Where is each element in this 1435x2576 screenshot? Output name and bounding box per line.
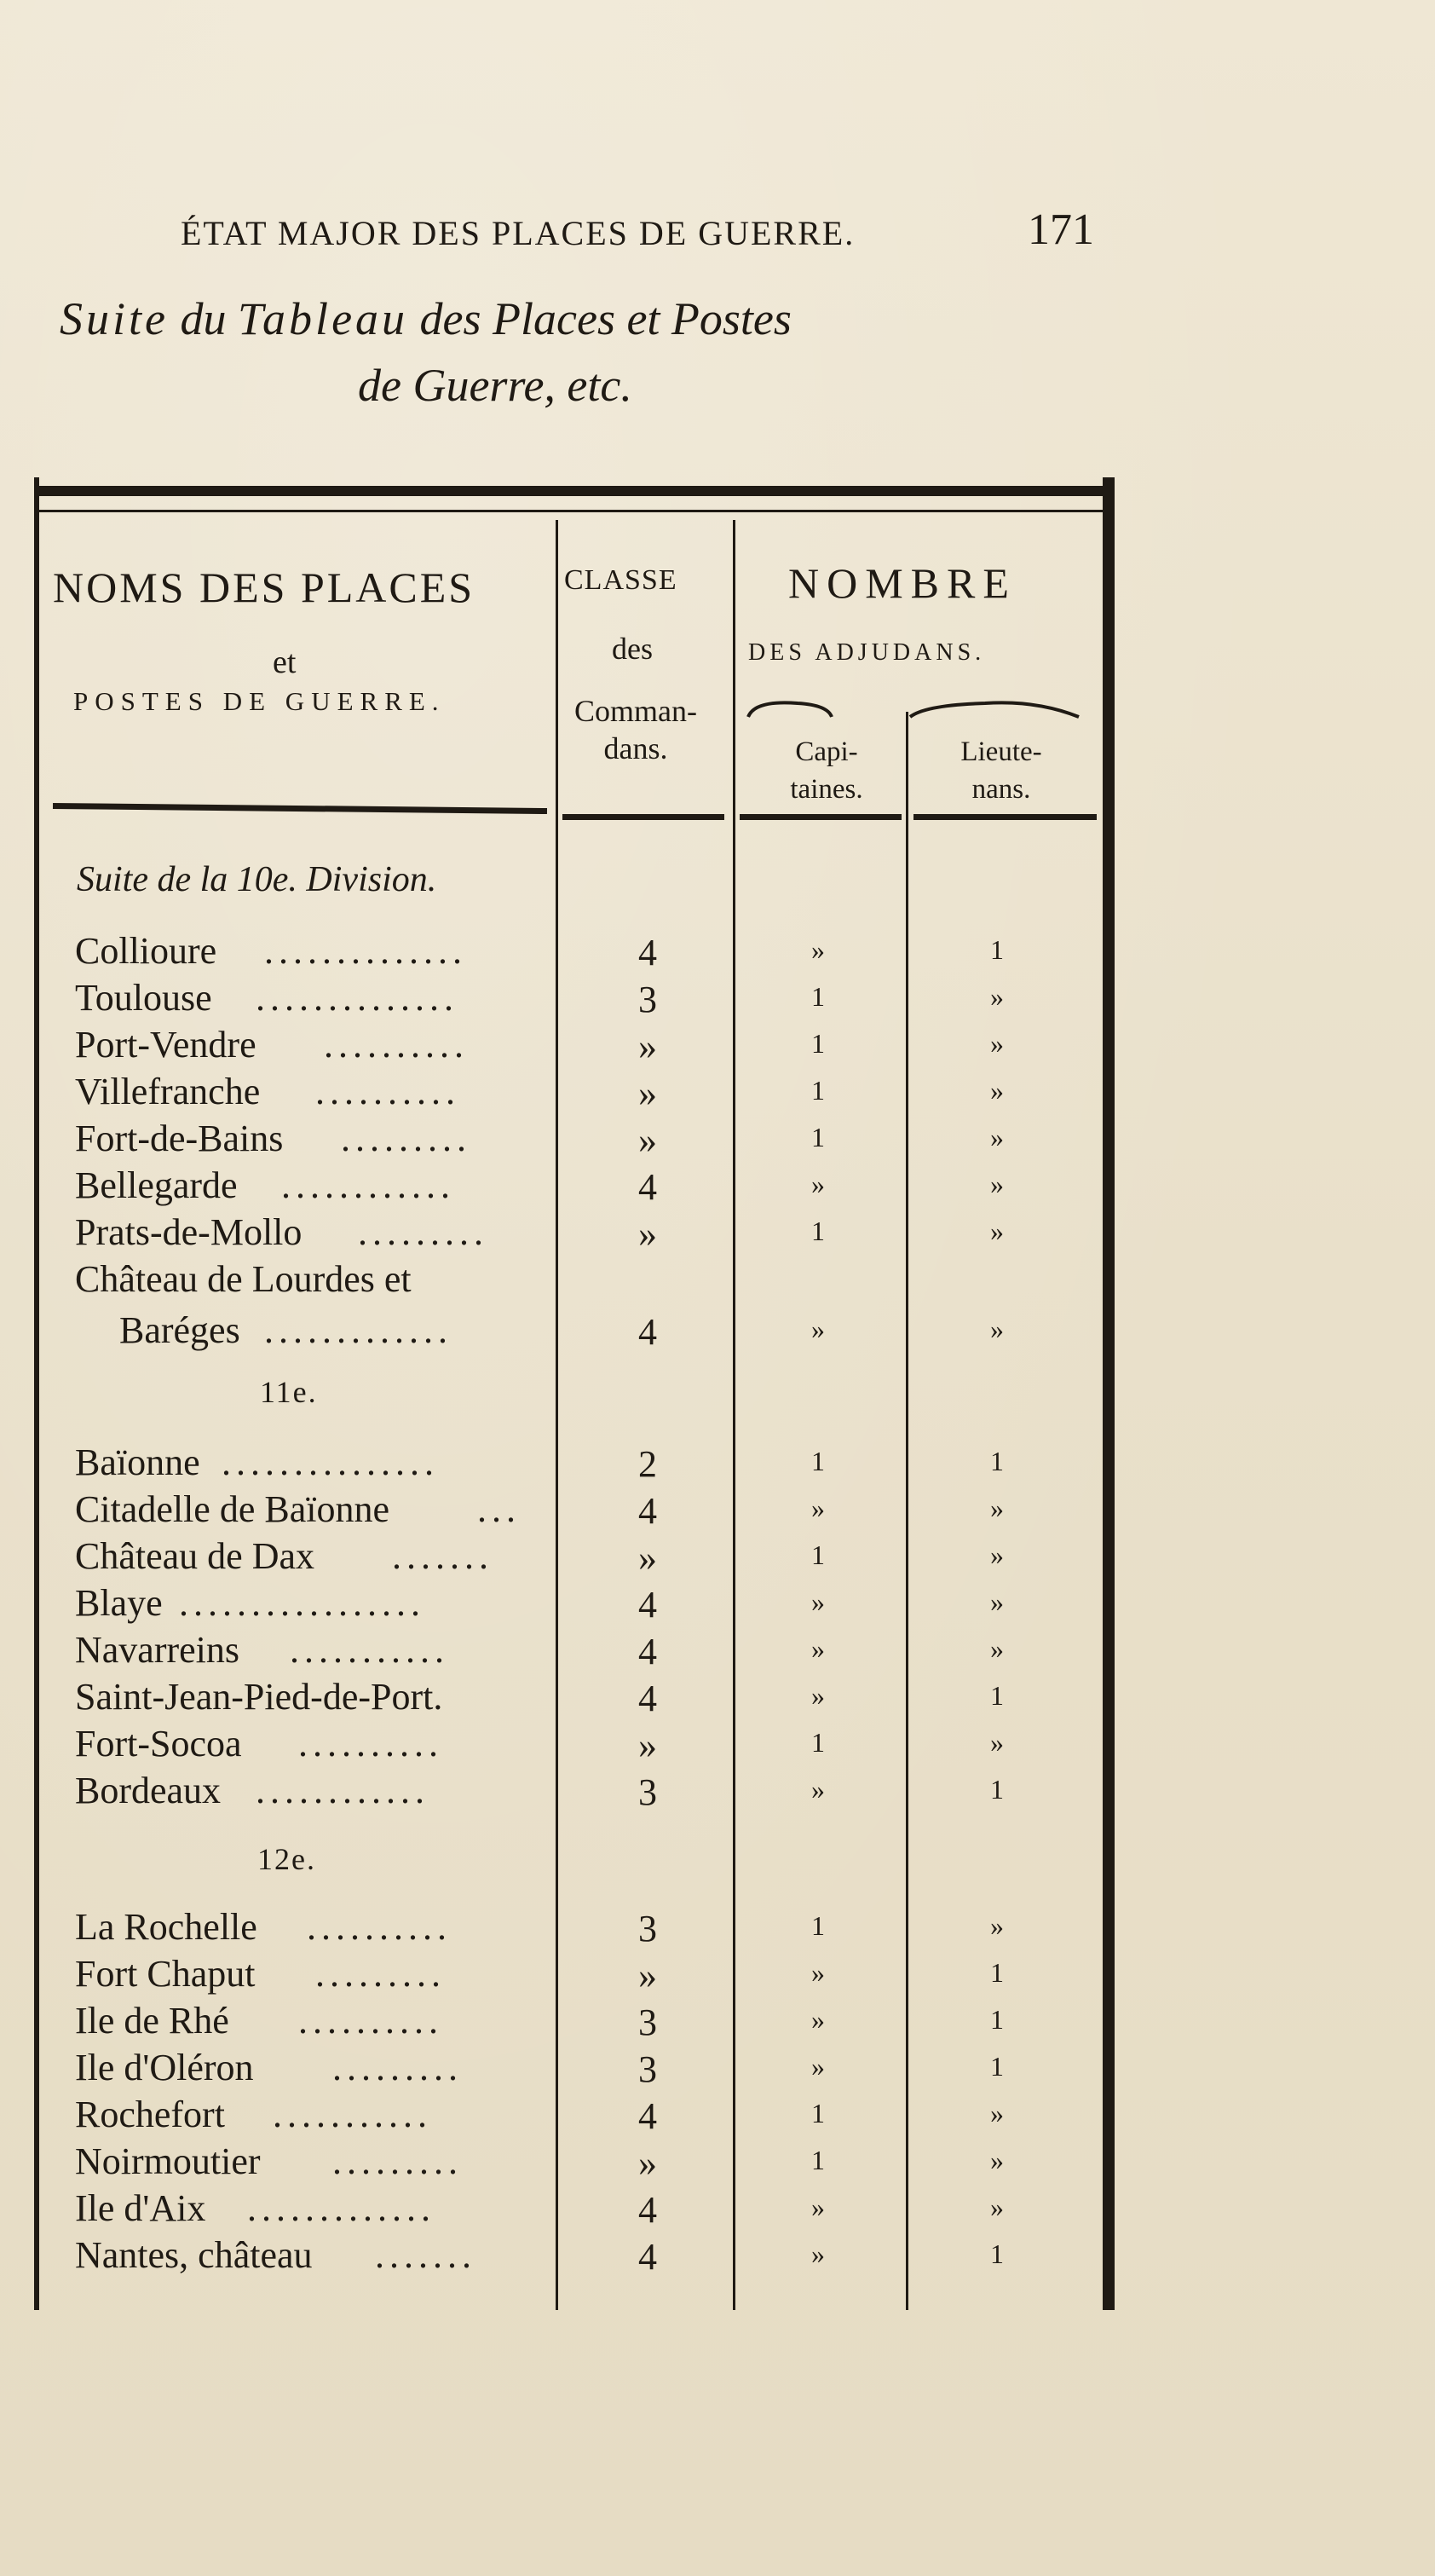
dot-leader: ......... [315,1953,446,1995]
table-row [0,1952,1435,2000]
header-rule-lieu [913,814,1097,820]
capitaines-value: » [811,2051,825,2082]
dot-leader: ............ [281,1164,455,1206]
header-classe: CLASSE [564,564,677,596]
section-label-12: 12e. [257,1842,316,1876]
header-commandans [559,692,712,767]
lieutenants-value: » [990,1633,1004,1664]
classe-value: 4 [638,1166,657,1208]
capitaines-value: 1 [811,2145,825,2175]
place-name: Prats-de-Mollo [75,1211,303,1253]
place-name: Citadelle de Baïonne [75,1488,389,1530]
capitaines-value: 1 [811,981,825,1012]
capitaines-value: 1 [811,2098,825,2128]
classe-value: 2 [638,1443,657,1485]
lieutenants-value: » [990,1539,1004,1570]
table-row [0,1117,1435,1164]
dot-leader: .............. [264,930,467,972]
capitaines-value: 1 [811,1216,825,1246]
place-name: Baïonne [75,1441,200,1483]
place-name: Fort-Socoa [75,1723,242,1765]
classe-value: 4 [638,1311,657,1353]
place-name: Fort Chaput [75,1953,256,1995]
lieutenants-value: » [990,1122,1004,1152]
table-row [0,1257,1435,1305]
place-name: Rochefort [75,2094,225,2135]
place-name: Château de Dax [75,1535,314,1577]
place-name: Nantes, château [75,2234,313,2276]
header-postes-de-guerre: POSTES DE GUERRE. [73,686,446,716]
header-lieute-2: nans. [971,774,1031,805]
classe-value: 4 [638,2236,657,2278]
classe-value: 4 [638,2189,657,2231]
place-name: Bellegarde [75,1164,238,1206]
classe-value: » [638,1537,657,1579]
header-noms-des-places: NOMS DES PLACES [53,563,475,611]
dot-leader: .......... [324,1024,469,1066]
classe-value: 4 [638,1584,657,1626]
header-capitaines [750,733,903,808]
lieutenants-value: 1 [990,1774,1004,1805]
classe-value: 4 [638,1490,657,1532]
dot-leader: ............. [264,1309,452,1351]
header-comman: Comman- [574,694,697,728]
lieutenants-value: » [990,1727,1004,1758]
table-title-du: du [168,293,238,344]
dot-leader: .............. [256,977,458,1019]
classe-value: » [638,1213,657,1255]
dot-leader: ........... [290,1629,449,1671]
header-rule-classe [562,814,724,820]
header-capi-1: Capi- [795,736,858,767]
table-title-tableau: Tableau [237,293,409,344]
table-title-rest: des Places et Postes [408,293,792,344]
table-row [0,2140,1435,2187]
capitaines-value: » [811,1680,825,1711]
capitaines-value: » [811,1586,825,1617]
lieutenants-value: » [990,1910,1004,1941]
classe-value: 4 [638,1678,657,1719]
table-row [0,1164,1435,1211]
header-lieutenants [916,733,1086,808]
capitaines-value: » [811,2238,825,2269]
running-title: ÉTAT MAJOR DES PLACES DE GUERRE. [181,214,856,252]
capitaines-value: 1 [811,1446,825,1476]
capitaines-value: » [811,2004,825,2035]
lieutenants-value: » [990,1075,1004,1106]
section-label-10: Suite de la 10e. Division. [77,860,437,899]
dot-leader: ... [477,1488,521,1530]
classe-value: 3 [638,2001,657,2043]
table-row [0,1999,1435,2047]
place-name-continued: Baréges [119,1309,240,1351]
lieutenants-value: 1 [990,934,1004,965]
table-row [0,2186,1435,2234]
dot-leader: .......... [298,2000,443,2042]
brace-right [908,695,1096,720]
place-name: Ile d'Aix [75,2187,206,2229]
place-name: Port-Vendre [75,1024,256,1066]
classe-value: » [638,2142,657,2184]
lieutenants-value: » [990,2192,1004,2222]
dot-leader: .......... [315,1071,460,1112]
table-row [0,1023,1435,1071]
table-row [0,929,1435,977]
classe-value: 3 [638,1908,657,1949]
dot-leader: ................. [179,1582,425,1624]
table-title-suite: Suite [60,293,169,344]
brace-left [746,695,908,720]
lieutenants-value: 1 [990,2051,1004,2082]
place-name: La Rochelle [75,1906,257,1948]
header-et: et [273,644,297,680]
capitaines-value: » [811,1314,825,1344]
capitaines-value: » [811,934,825,965]
table-row [0,1487,1435,1535]
place-name: Noirmoutier [75,2140,261,2182]
classe-value: » [638,1955,657,1996]
dot-leader: ......... [341,1118,471,1159]
dot-leader: .......... [298,1723,443,1765]
capitaines-value: » [811,1169,825,1199]
lieutenants-value: » [990,981,1004,1012]
table-row [0,1628,1435,1676]
header-classe-des: des [612,632,653,666]
dot-leader: ......... [332,2047,463,2088]
header-rule-capi [740,814,902,820]
table-row [0,2046,1435,2094]
lieutenants-value: » [990,1493,1004,1523]
classe-value: 3 [638,979,657,1020]
dot-leader: ....... [392,1535,493,1577]
header-dans: dans. [603,731,668,765]
dot-leader: ....... [375,2234,476,2276]
capitaines-value: 1 [811,1727,825,1758]
classe-value: » [638,1025,657,1067]
classe-value: 3 [638,2048,657,2090]
lieutenants-value: » [990,1586,1004,1617]
table-title-line2: de Guerre, etc. [358,360,632,411]
place-name: Collioure [75,930,217,972]
classe-value: » [638,1724,657,1766]
place-name: Saint-Jean-Pied-de-Port. [75,1676,443,1718]
classe-value: 4 [638,932,657,973]
classe-value: 4 [638,1631,657,1672]
dot-leader: ......... [358,1211,488,1253]
table-row [0,976,1435,1024]
capitaines-value: » [811,2192,825,2222]
classe-value: » [638,1072,657,1114]
capitaines-value: 1 [811,1075,825,1106]
page-number: 171 [1028,205,1094,254]
table-top-rule-thin [34,510,1115,512]
table-row [0,1581,1435,1629]
place-name: Château de Lourdes et [75,1258,412,1300]
classe-value: 4 [638,2095,657,2137]
place-name: Toulouse [75,977,212,1019]
header-nombre: NOMBRE [788,559,1017,607]
table-row [0,2233,1435,2281]
lieutenants-value: » [990,2098,1004,2128]
place-name: Fort-de-Bains [75,1118,284,1159]
capitaines-value: » [811,1633,825,1664]
table-row [0,1905,1435,1953]
place-name: Blaye [75,1582,163,1624]
dot-leader: .......... [307,1906,452,1948]
header-capi-2: taines. [790,774,863,805]
section-label-11: 11e. [260,1375,318,1409]
capitaines-value: 1 [811,1028,825,1059]
table-row-continuation [0,1308,1435,1356]
header-des-adjudans: DES ADJUDANS. [748,639,986,666]
table-row [0,1534,1435,1582]
capitaines-value: » [811,1957,825,1988]
lieutenants-value: 1 [990,2238,1004,2269]
table-row [0,1441,1435,1488]
place-name: Navarreins [75,1629,240,1671]
lieutenants-value: 1 [990,1446,1004,1476]
table-row [0,1210,1435,1258]
dot-leader: ........... [273,2094,432,2135]
table-row [0,1070,1435,1118]
lieutenants-value: 1 [990,2004,1004,2035]
place-name: Ile de Rhé [75,2000,229,2042]
classe-value: 3 [638,1771,657,1813]
classe-value: » [638,1119,657,1161]
table-row [0,1722,1435,1770]
lieutenants-value: 1 [990,1680,1004,1711]
table-top-rule [34,486,1115,496]
place-name: Bordeaux [75,1770,222,1811]
lieutenants-value: 1 [990,1957,1004,1988]
capitaines-value: 1 [811,1910,825,1941]
capitaines-value: » [811,1774,825,1805]
running-header [0,205,1435,264]
place-name: Ile d'Oléron [75,2047,254,2088]
table-title [60,286,1125,419]
dot-leader: ............ [256,1770,429,1811]
dot-leader: ......... [332,2140,463,2182]
capitaines-value: 1 [811,1122,825,1152]
capitaines-value: 1 [811,1539,825,1570]
lieutenants-value: » [990,1314,1004,1344]
lieutenants-value: » [990,1028,1004,1059]
table-row [0,1675,1435,1723]
lieutenants-value: » [990,2145,1004,2175]
capitaines-value: » [811,1493,825,1523]
table-row [0,2093,1435,2140]
dot-leader: ............. [247,2187,435,2229]
header-lieute-1: Lieute- [960,736,1042,767]
place-name: Villefranche [75,1071,261,1112]
table-row [0,1769,1435,1816]
lieutenants-value: » [990,1169,1004,1199]
dot-leader: ............... [222,1441,439,1483]
lieutenants-value: » [990,1216,1004,1246]
